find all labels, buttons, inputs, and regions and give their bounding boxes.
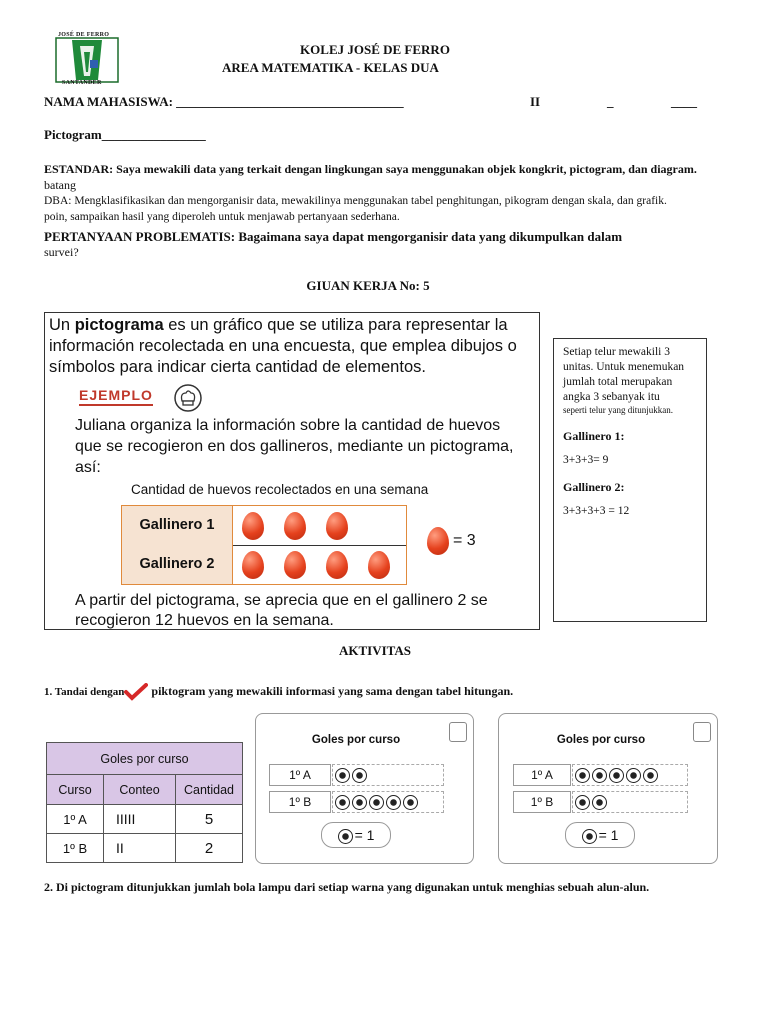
blank-field-1: _ — [607, 94, 614, 109]
side-text: angka 3 sebanyak itu — [563, 391, 660, 403]
subject-title: AREA MATEMATIKA - KELAS DUA — [222, 60, 439, 75]
option-checkbox[interactable] — [693, 722, 711, 742]
egg-icons — [242, 512, 348, 545]
dba-line-2: poin, sampaikan hasil yang diperoleh untuk menjawab pertanyaan sederhana. — [44, 211, 400, 223]
header-curso: Curso — [47, 775, 104, 805]
activities-title: AKTIVITAS — [338, 643, 411, 658]
pictogram-row-gallinero-2 — [122, 545, 406, 584]
example-conclusion: A partir del pictograma, se aprecia que en el gallinero 2 se recogieron 12 huevos en la semana. — [75, 592, 488, 629]
row-label: Gallinero 2 — [122, 545, 233, 584]
soccer-ball-icon — [369, 795, 384, 810]
pictogram-row-gallinero-1 — [122, 506, 406, 546]
side-text: jumlah total merupakan — [563, 376, 673, 388]
egg-icon — [284, 512, 306, 540]
student-name-field: NAMA MAHASISWA: ___________________________________ — [44, 94, 404, 109]
worksheet-title: GIUAN KERJA No: 5 — [306, 278, 430, 293]
example-description: Juliana organiza la información sobre la cantidad de huevos que se recogieron en dos gallineros, mediante un pictograma, así: — [75, 417, 514, 476]
row-label: Gallinero 1 — [122, 506, 233, 545]
cell-cantidad: 5 — [176, 805, 243, 834]
egg-pictogram — [121, 505, 407, 585]
soccer-ball-icon — [352, 795, 367, 810]
ball-row — [572, 764, 688, 786]
gallinero-2-label: Gallinero 2: — [563, 480, 625, 494]
soccer-ball-icon — [403, 795, 418, 810]
soccer-ball-icon — [352, 768, 367, 783]
soccer-ball-icon — [626, 768, 641, 783]
standard-cont: batang — [44, 178, 76, 192]
soccer-ball-icon — [335, 768, 350, 783]
egg-icon — [326, 551, 348, 579]
soccer-ball-icon — [609, 768, 624, 783]
egg-icon — [326, 512, 348, 540]
header-cantidad: Cantidad — [176, 775, 243, 805]
soccer-ball-icon — [592, 795, 607, 810]
soccer-ball-icon — [386, 795, 401, 810]
soccer-ball-icon — [575, 768, 590, 783]
gallinero-1-calc: 3+3+3= 9 — [563, 454, 609, 466]
cell-curso: 1º A — [47, 805, 104, 834]
tally-table — [46, 742, 243, 863]
row-label: 1º A — [513, 764, 571, 786]
soccer-ball-icon — [592, 768, 607, 783]
pictogram-legend: = 3 — [427, 527, 476, 555]
chart-title: Cantidad de huevos recolectados en una semana — [131, 482, 429, 497]
standard-body: Saya mewakili data yang terkait dengan lingkungan saya menggunakan objek kongkrit, pictogram, dan diagram. — [116, 162, 697, 176]
ball-row — [572, 791, 688, 813]
cell-curso: 1º B — [47, 834, 104, 863]
explanation-box — [553, 338, 707, 622]
soccer-ball-icon — [338, 829, 353, 844]
cell-conteo: IIIII — [104, 805, 176, 834]
side-text: Setiap telur mewakili 3 — [563, 346, 670, 358]
option-card-a[interactable] — [255, 713, 474, 864]
side-text: unitas. Untuk menemukan — [563, 361, 685, 373]
soccer-ball-icon — [582, 829, 597, 844]
cell-conteo: II — [104, 834, 176, 863]
standard-label: ESTANDAR: — [44, 162, 114, 176]
gallinero-2-calc: 3+3+3+3 = 12 — [563, 505, 630, 517]
option-legend: = 1 — [565, 822, 635, 848]
egg-icon — [427, 527, 449, 555]
logo-top-text: JOSÉ DE FERRO — [58, 32, 110, 38]
logo-bottom-text: SANTANDER — [62, 80, 102, 86]
school-name: KOLEJ JOSÉ DE FERRO — [300, 42, 450, 57]
egg-icon — [368, 551, 390, 579]
gallinero-1-label: Gallinero 1: — [563, 429, 625, 443]
dba-line-1: DBA: Mengklasifikasikan dan mengorganisir data, mewakilinya menggunakan tabel penghitungan, pikogram dengan skala, dan grafik. — [44, 195, 667, 207]
option-checkbox[interactable] — [449, 722, 467, 742]
problem-question-cont: survei? — [44, 245, 79, 259]
topic-field: Pictogram________________ — [44, 127, 206, 142]
problem-question: PERTANYAAN PROBLEMATIS: Bagaimana saya dapat mengorganisir data yang dikumpulkan dalam — [44, 229, 623, 244]
chef-hat-icon — [173, 383, 203, 413]
checkmark-icon — [124, 683, 148, 701]
egg-icon — [242, 512, 264, 540]
side-text: seperti telur yang ditunjukkan. — [563, 405, 673, 415]
option-title: Goles por curso — [556, 734, 646, 746]
class-label: II — [530, 94, 541, 109]
table-row — [47, 805, 243, 834]
ball-row — [332, 764, 444, 786]
question-1: 1. Tandai dengan piktogram yang mewakili informasi yang sama dengan tabel hitungan. — [44, 683, 513, 701]
soccer-ball-icon — [575, 795, 590, 810]
ball-row — [332, 791, 444, 813]
example-badge: EJEMPLO — [79, 387, 153, 406]
pictogram-definition: Un pictograma es un gráfico que se utiliza para representar la información recolectada en una encuesta, que emplea dibujos o símbolos para indicar cierta cantidad de elementos. — [49, 316, 517, 376]
option-title: Goles por curso — [311, 734, 401, 746]
blank-field-2: ____ — [671, 94, 697, 109]
row-label: 1º A — [269, 764, 331, 786]
row-label: 1º B — [513, 791, 571, 813]
cell-cantidad: 2 — [176, 834, 243, 863]
header-conteo: Conteo — [104, 775, 176, 805]
egg-icons — [242, 551, 390, 584]
soccer-ball-icon — [643, 768, 658, 783]
tally-table-title: Goles por curso — [47, 743, 243, 775]
egg-icon — [242, 551, 264, 579]
egg-icon — [284, 551, 306, 579]
question-2: 2. Di pictogram ditunjukkan jumlah bola lampu dari setiap warna yang digunakan untuk menghias sebuah alun-alun. — [44, 880, 650, 894]
option-card-b[interactable] — [498, 713, 718, 864]
row-label: 1º B — [269, 791, 331, 813]
example-box — [44, 312, 540, 630]
standard-text — [44, 162, 697, 177]
table-row — [47, 834, 243, 863]
option-legend: = 1 — [321, 822, 391, 848]
soccer-ball-icon — [335, 795, 350, 810]
